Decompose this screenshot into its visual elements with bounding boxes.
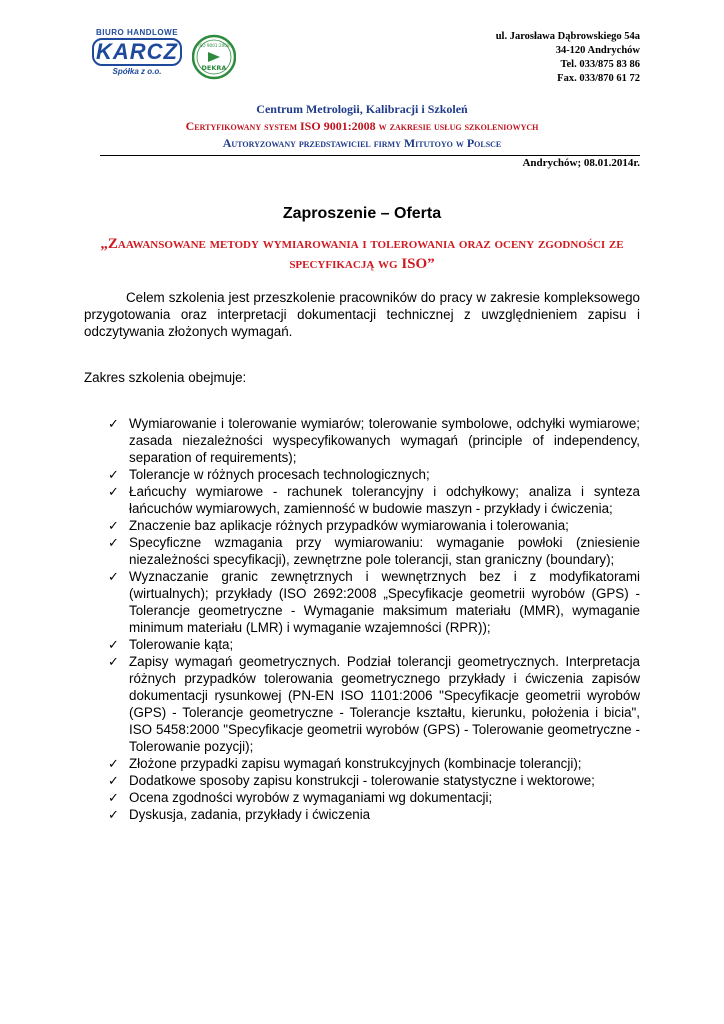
- scope-list-item: [108, 415, 640, 466]
- document-title: Zaproszenie – Oferta: [282, 205, 442, 222]
- scope-list-item-text: Ocena zgodności wyrobów z wymaganiami wg dokumentacji;: [129, 790, 493, 805]
- scope-list-item: [108, 483, 640, 517]
- checkmark-icon: ✓: [108, 416, 119, 431]
- header-divider: [100, 155, 640, 156]
- scope-list-item-text: Złożone przypadki zapisu wymagań konstrukcyjnych (kombinacje tolerancji);: [129, 756, 582, 771]
- scope-list-item-text: Wyznaczanie granic zewnętrznych i wewnętrznych bez i z modyfikatorami (wirtualnych); przykłady (ISO 2692:2008 „Specyfikacje geometrii wyrobów (GPS) - Tolerancje geometryczne - Wymaganie maksimum materiału (MMR), wymaganie minimum materiału (LMR) i wymaganie wzajemności (RPR));: [129, 569, 640, 635]
- address-tel: Tel. 033/875 83 86: [560, 59, 640, 70]
- intro-text: Celem szkolenia jest przeszkolenie pracowników do pracy w zakresie kompleksowego przygotowania oraz interpretacji dokumentacji technicznej z uwzględnieniem zapisu i odczytywania złożonych wymagań.: [84, 290, 640, 339]
- checkmark-icon: ✓: [108, 790, 119, 805]
- scope-list-item-text: Tolerancje w różnych procesach technologicznych;: [129, 467, 430, 482]
- scope-list: [108, 415, 640, 823]
- letterhead-lines: [0, 101, 724, 152]
- company-address: [496, 30, 640, 86]
- document-date: Andrychów; 08.01.2014r.: [522, 157, 640, 169]
- scope-list-item-text: Zapisy wymagań geometrycznych. Podział tolerancji geometrycznych. Interpretacja różnych przypadków tolerowania geometrycznego przykłady i ćwiczenia zapisów dokumentacji rysunkowej (PN-EN ISO 1101:2006 "Specyfikacje geometrii wyrobów (GPS) - Tolerancje geometryczne - Tolerancje kształtu, kierunku, położenia i bicia", ISO 5458:2000 "Specyfikacje geometrii wyrobów (GPS) - Tolerowanie geometryczne - Tolerowanie pozycji);: [129, 654, 640, 754]
- letterhead-line-3: Autoryzowany przedstawiciel firmy Mitutoyo w Polsce: [222, 136, 502, 150]
- scope-list-item-text: Dyskusja, zadania, przykłady i ćwiczenia: [129, 807, 371, 822]
- dekra-seal-icon: [192, 30, 236, 84]
- scope-list-item: [108, 772, 640, 789]
- scope-list-item-text: Specyficzne wzmagania przy wymiarowaniu: wymaganie powłoki (zniesienie niezależności specyfikacji), zewnętrzne pole tolerancji, stan graniczny (boundary);: [129, 535, 640, 567]
- scope-list-item-text: Tolerowanie kąta;: [129, 637, 234, 652]
- scope-list-item: [108, 653, 640, 755]
- checkmark-icon: ✓: [108, 535, 119, 550]
- letterhead-line-1: Centrum Metrologii, Kalibracji i Szkoleń: [256, 102, 468, 116]
- karcz-logo-name: KARCZ: [92, 38, 182, 66]
- karcz-logo-top: BIURO HANDLOWE: [95, 28, 179, 37]
- scope-list-item-text: Łańcuchy wymiarowe - rachunek tolerancyjny i odchyłkowy; analiza i synteza łańcuchów wymiarowych, zamienność w budowie maszyn - przykłady i ćwiczenia;: [129, 484, 640, 516]
- scope-list-item: [108, 568, 640, 636]
- scope-list-item-text: Dodatkowe sposoby zapisu konstrukcji - tolerowanie statystyczne i wektorowe;: [129, 773, 595, 788]
- checkmark-icon: ✓: [108, 569, 119, 584]
- checkmark-icon: ✓: [108, 637, 119, 652]
- checkmark-icon: ✓: [108, 467, 119, 482]
- dekra-logo: [192, 30, 236, 84]
- checkmark-icon: ✓: [108, 484, 119, 499]
- scope-list-item: [108, 534, 640, 568]
- checkmark-icon: ✓: [108, 518, 119, 533]
- scope-heading: Zakres szkolenia obejmuje:: [84, 370, 247, 385]
- scope-list-item: [108, 517, 640, 534]
- address-city: 34-120 Andrychów: [555, 45, 640, 56]
- address-fax: Fax. 033/870 61 72: [557, 73, 640, 84]
- checkmark-icon: ✓: [108, 654, 119, 669]
- dekra-name-text: DEKRA: [201, 64, 227, 72]
- checkmark-icon: ✓: [108, 756, 119, 771]
- scope-list-item: [108, 806, 640, 823]
- scope-list-item: [108, 636, 640, 653]
- training-name: „Zaawansowane metody wymiarowania i tolerowania oraz oceny zgodności ze specyfikacją wg ISO”: [100, 236, 624, 272]
- letterhead-line-2: Certyfikowany system ISO 9001:2008 w zakresie usług szkoleniowych: [185, 119, 539, 133]
- checkmark-icon: ✓: [108, 773, 119, 788]
- dekra-iso-text: ISO 9001:2008: [198, 43, 230, 48]
- intro-paragraph: [84, 289, 640, 340]
- scope-list-item-text: Wymiarowanie i tolerowanie wymiarów; tolerowanie symbolowe, odchyłki wymiarowe; zasada niezależności wyspecyfikowanych wymagań (principle of independency, separation of requirements);: [129, 416, 640, 465]
- karcz-logo: [92, 28, 182, 84]
- scope-list-item: [108, 755, 640, 772]
- checkmark-icon: ✓: [108, 807, 119, 822]
- address-street: ul. Jarosława Dąbrowskiego 54a: [495, 31, 640, 42]
- scope-list-item-text: Znaczenie baz aplikacje różnych przypadków wymiarowania i tolerowania;: [129, 518, 569, 533]
- karcz-logo-sub: Spółka z o.o.: [112, 67, 162, 76]
- scope-list-item: [108, 789, 640, 806]
- scope-list-item: [108, 466, 640, 483]
